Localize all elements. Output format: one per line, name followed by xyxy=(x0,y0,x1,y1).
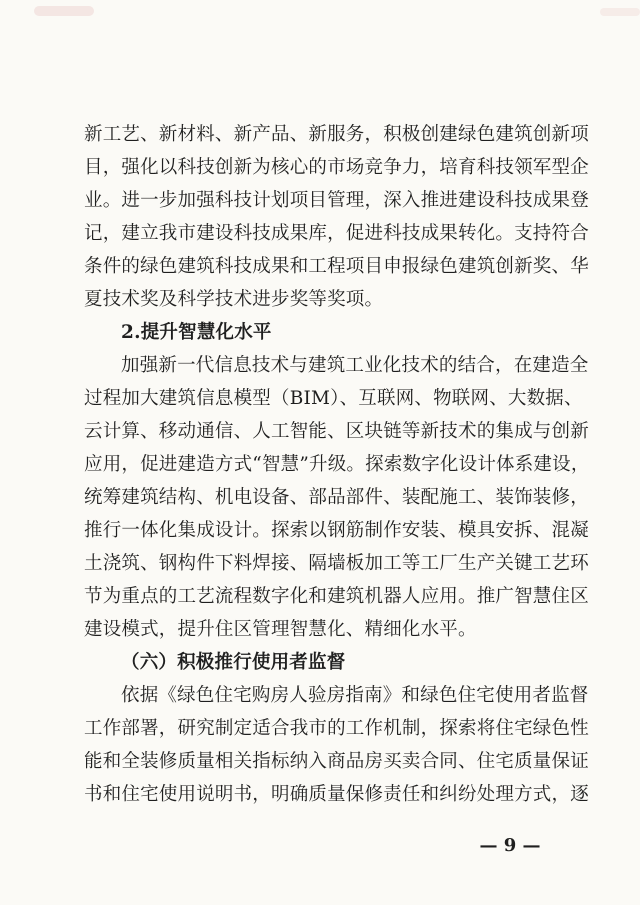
paragraph-2-line-1: 加强新一代信息技术与建筑工业化技术的结合，在建造全 xyxy=(121,355,589,376)
paragraph-1-line-2: 目，强化以科技创新为核心的市场竞争力，培育科技领军型企 xyxy=(84,157,589,178)
paragraph-3-line-3: 能和全装修质量相关指标纳入商品房买卖合同、住宅质量保证 xyxy=(84,751,589,772)
scan-mark-top-right xyxy=(600,8,640,16)
body-text xyxy=(84,118,590,811)
paragraph-2-line-3: 云计算、移动通信、人工智能、区块链等新技术的集成与创新 xyxy=(84,421,589,442)
paragraph-1-line-4: 记，建立我市建设科技成果库，促进科技成果转化。支持符合 xyxy=(84,223,589,244)
scan-mark-top-left xyxy=(34,6,94,16)
paragraph-2-line-7: 土浇筑、钢构件下料焊接、隔墙板加工等工厂生产关键工艺环 xyxy=(84,553,589,574)
paragraph-1-line-5: 条件的绿色建筑科技成果和工程项目申报绿色建筑创新奖、华 xyxy=(84,256,589,277)
paragraph-3-line-2: 工作部署，研究制定适合我市的工作机制，探索将住宅绿色性 xyxy=(84,718,589,739)
section-heading-smart: 2.提升智慧化水平 xyxy=(121,322,272,343)
section-heading-user-supervision: （六）积极推行使用者监督 xyxy=(121,652,346,673)
paragraph-2-line-2: 过程加大建筑信息模型（BIM）、互联网、物联网、大数据、 xyxy=(84,388,583,409)
paragraph-2-line-6: 推行一体化集成设计。探索以钢筋制作安装、模具安拆、混凝 xyxy=(84,520,589,541)
paragraph-3-line-1: 依据《绿色住宅购房人验房指南》和绿色住宅使用者监督 xyxy=(121,685,589,706)
paragraph-3-line-4: 书和住宅使用说明书，明确质量保修责任和纠纷处理方式，逐 xyxy=(84,784,589,805)
page-number: — 9 — xyxy=(479,835,541,856)
paragraph-2-line-5: 统筹建筑结构、机电设备、部品部件、装配施工、装饰装修， xyxy=(84,487,589,508)
paragraph-1-line-3: 业。进一步加强科技计划项目管理，深入推进建设科技成果登 xyxy=(84,190,589,211)
paragraph-2-line-9: 建设模式，提升住区管理智慧化、精细化水平。 xyxy=(84,619,477,640)
paragraph-2-line-4: 应用，促进建造方式“智慧”升级。探索数字化设计体系建设， xyxy=(84,454,590,475)
paragraph-1-line-1: 新工艺、新材料、新产品、新服务，积极创建绿色建筑创新项 xyxy=(84,124,589,145)
paragraph-2-line-8: 节为重点的工艺流程数字化和建筑机器人应用。推广智慧住区 xyxy=(84,586,589,607)
paragraph-1-line-6: 夏技术奖及科学技术进步奖等奖项。 xyxy=(84,289,384,310)
